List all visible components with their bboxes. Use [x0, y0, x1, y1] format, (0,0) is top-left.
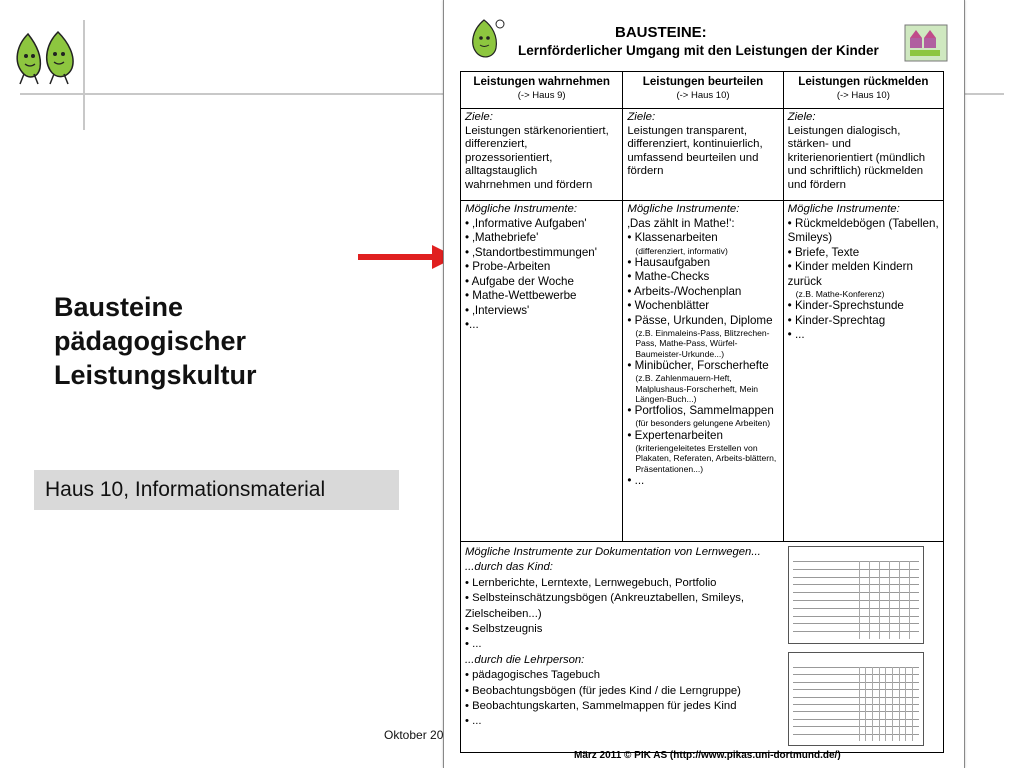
column-header-1: Leistungen wahrnehmen (-> Haus 9)	[461, 72, 623, 108]
thumbnail-column	[905, 667, 906, 741]
thumbnail-cell	[784, 542, 943, 752]
list-item: • Mathe-Wettbewerbe	[465, 289, 577, 302]
thumbnail-line	[793, 667, 919, 668]
list-item: • Mathe-Checks	[627, 270, 710, 284]
thumbnail-column	[899, 561, 900, 639]
list-item: • Selbstzeugnis	[465, 623, 543, 636]
list-item-detail: (kriteriengeleitetes Erstellen von Plakaten, Referaten, Arbeits-blättern, Präsentationen...)	[635, 443, 777, 474]
thumbnail-line	[793, 734, 919, 735]
thumbnail-column	[859, 561, 860, 639]
slide-title-line-2: pädagogischer	[54, 326, 247, 356]
slide-title	[54, 290, 354, 392]
document-title: BAUSTEINE:	[615, 24, 707, 41]
bausteine-table	[460, 71, 944, 753]
document-page	[443, 0, 965, 768]
ziele-row	[461, 109, 943, 201]
list-item: • Lernberichte, Lerntexte, Lernwegebuch, Portfolio	[465, 576, 717, 589]
worksheet-thumbnail-2	[788, 652, 924, 746]
thumbnail-column	[865, 667, 866, 741]
thumbnail-line	[793, 674, 919, 675]
dokumentation-row	[461, 542, 943, 752]
slide-subtitle: Haus 10, Informationsmaterial	[45, 478, 326, 501]
thumbnail-line	[793, 592, 919, 593]
list-item: • Klassenarbeiten	[627, 231, 718, 244]
list-item: • Kinder melden Kindern zurück	[787, 260, 913, 288]
thumbnail-column	[869, 561, 870, 639]
thumbnail-column	[909, 561, 910, 639]
instrumente-cell-2: Mögliche Instrumente: ‚Das zählt in Mathe!': • Klassenarbeiten (differenziert, informativ) • Hausaufgaben • Mathe-Checks • Arbeits-/Wochenplan • Wochenblätter • Pässe, Urkunden, Diplome (z.B. Einmaleins-Pass, Blitzrechen-Pass, Mathe-Pass, Würfel-Baumeister-Urkunde...) • Minibücher, Forscherhefte (z.B. Zahlenmauern-Heft, Malplushaus-Forscherheft, Mein Längen-Buch...) • Portfolios, Sammelmappen (für besonders gelungene Arbeiten) • Expertenarbeiten (kriteriengeleitetes Erstellen von Plakaten, Referaten, Arbeits-blättern, Präsentationen...) • ...	[623, 201, 783, 541]
thumbnail-column	[859, 667, 860, 741]
house-grid-icon	[904, 24, 948, 62]
list-item: • Wochenblätter	[627, 299, 710, 313]
list-item: • Minibücher, Forscherhefte	[627, 358, 769, 372]
column-header-3: Leistungen rückmelden (-> Haus 10)	[798, 75, 929, 101]
subtitle-box	[34, 470, 399, 510]
list-item: • Arbeits-/Wochenplan	[627, 284, 742, 298]
ziele-cell-2: Ziele: Leistungen transparent, differenziert, kontinuierlich, umfassend beurteilen und fördern	[623, 109, 783, 200]
list-item: • Pässe, Urkunden, Diplome	[627, 313, 773, 327]
list-item: • Kinder-Sprechtag	[787, 313, 886, 327]
list-item-detail: (für besonders gelungene Arbeiten)	[635, 418, 771, 429]
slide-title-line-3: Leistungskultur	[54, 360, 257, 390]
list-item: • ...	[465, 715, 482, 728]
list-item: • ...	[787, 328, 805, 342]
thumbnail-line	[793, 577, 919, 578]
list-item: • Hausaufgaben	[627, 255, 711, 269]
dokumentation-cell: Mögliche Instrumente zur Dokumentation von Lernwegen... ...durch das Kind: • Lernberichte, Lerntexte, Lernwegebuch, Portfolio • Selbsteinschätzungsbögen (Ankreuztabellen, Smileys, Zielscheiben...) • Selbstzeugnis • ... ...durch die Lehrperson: • pädagogisches Tagebuch • Beobachtungsbögen (für jedes Kind / die Lerngruppe) • Beobachtungskarten, Sammelmappen für jedes Kind • ...	[461, 542, 784, 752]
list-item: Zielscheiben...)	[465, 607, 542, 620]
thumbnail-column	[872, 667, 873, 741]
thumbnail-line	[793, 719, 919, 720]
list-item: • Probe-Arbeiten	[465, 260, 551, 273]
ziele-cell-3: Ziele: Leistungen dialogisch, stärken- und kriterienorientiert (mündlich und schriftlich) rückmelden und fördern	[787, 111, 926, 191]
thumbnail-column	[879, 667, 880, 741]
list-item-detail: (differenziert, informativ)	[635, 245, 728, 256]
footer-date: Oktober 20	[384, 728, 444, 742]
thumbnail-column	[899, 667, 900, 741]
instrumente-row	[461, 201, 943, 542]
table-header-row	[461, 72, 943, 109]
list-item: • Kinder-Sprechstunde	[787, 299, 904, 313]
leaf-mascot-icon	[464, 14, 510, 60]
list-item: • Beobachtungskarten, Sammelmappen für jedes Kind	[465, 700, 737, 713]
thumbnail-line	[793, 704, 919, 705]
list-item-detail: (z.B. Zahlenmauern-Heft, Malplushaus-Forscherheft, Mein Längen-Buch...)	[635, 373, 759, 404]
thumbnail-line	[793, 689, 919, 690]
list-item: • Aufgabe der Woche	[465, 274, 574, 288]
instrumente-cell-3: Mögliche Instrumente: • Rückmeldebögen (Tabellen, Smileys) • Briefe, Texte • Kinder melden Kindern zurück (z.B. Mathe-Konferenz) • Kinder-Sprechstunde • Kinder-Sprechtag • ...	[787, 203, 939, 342]
list-item: • Beobachtungsbögen (für jedes Kind / die Lerngruppe)	[465, 684, 741, 697]
list-item-detail: (z.B. Einmaleins-Pass, Blitzrechen-Pass, Mathe-Pass, Würfel-Baumeister-Urkunde...)	[635, 328, 770, 359]
list-item: • ‚Mathebriefe'	[465, 231, 539, 244]
thumbnail-column	[912, 667, 913, 741]
list-item: • ‚Interviews'	[465, 303, 530, 317]
thumbnail-line	[793, 697, 919, 698]
thumbnail-line	[793, 726, 919, 727]
document-subtitle: Lernförderlicher Umgang mit den Leistungen der Kinder	[518, 43, 879, 58]
list-item: ‚Das zählt in Mathe!':	[627, 216, 735, 230]
list-item: • ‚Standortbestimmungen'	[465, 245, 597, 259]
thumbnail-line	[793, 584, 919, 585]
thumbnail-line	[793, 616, 919, 617]
list-item: • Expertenarbeiten	[627, 428, 723, 442]
thumbnail-line	[793, 569, 919, 570]
thumbnail-line	[793, 561, 919, 562]
slide-title-line-1: Bausteine	[54, 292, 184, 322]
list-item: • Briefe, Texte	[787, 245, 860, 259]
list-item: • Rückmeldebögen (Tabellen, Smileys)	[787, 216, 939, 244]
thumbnail-column	[879, 561, 880, 639]
list-item: • pädagogisches Tagebuch	[465, 669, 601, 682]
thumbnail-line	[793, 682, 919, 683]
thumbnail-column	[885, 667, 886, 741]
thumbnail-line	[793, 623, 919, 624]
thumbnail-column	[889, 561, 890, 639]
ziele-cell-1: Ziele: Leistungen stärkenorientiert, differenziert, prozessorientiert, alltagstauglich wahrnehmen und fördern	[461, 109, 623, 200]
thumbnail-line	[793, 711, 919, 712]
list-item: • Selbsteinschätzungsbögen (Ankreuztabellen, Smileys,	[465, 592, 745, 605]
thumbnail-column	[892, 667, 893, 741]
list-item: •...	[465, 318, 479, 331]
thumbnail-line	[793, 631, 919, 632]
list-item: • ‚Informative Aufgaben'	[465, 216, 587, 230]
list-item: • ...	[465, 638, 482, 651]
instrumente-cell-1: Mögliche Instrumente: • ‚Informative Aufgaben' • ‚Mathebriefe' • ‚Standortbestimmungen' • Probe-Arbeiten • Aufgabe der Woche • Mathe-Wettbewerbe • ‚Interviews' •...	[461, 201, 623, 541]
logo-divider-line	[83, 20, 85, 130]
thumbnail-line	[793, 608, 919, 609]
list-item: • ...	[627, 473, 645, 487]
column-header-2: Leistungen beurteilen (-> Haus 10)	[623, 72, 783, 108]
list-item-detail: (z.B. Mathe-Konferenz)	[795, 289, 885, 299]
document-footer: März 2011 © PIK AS (http://www.pikas.uni-dortmund.de/)	[574, 750, 841, 761]
leaf-mascots-logo-icon	[10, 28, 80, 88]
list-item: • Portfolios, Sammelmappen	[627, 403, 774, 417]
worksheet-thumbnail-1	[788, 546, 924, 644]
thumbnail-line	[793, 600, 919, 601]
